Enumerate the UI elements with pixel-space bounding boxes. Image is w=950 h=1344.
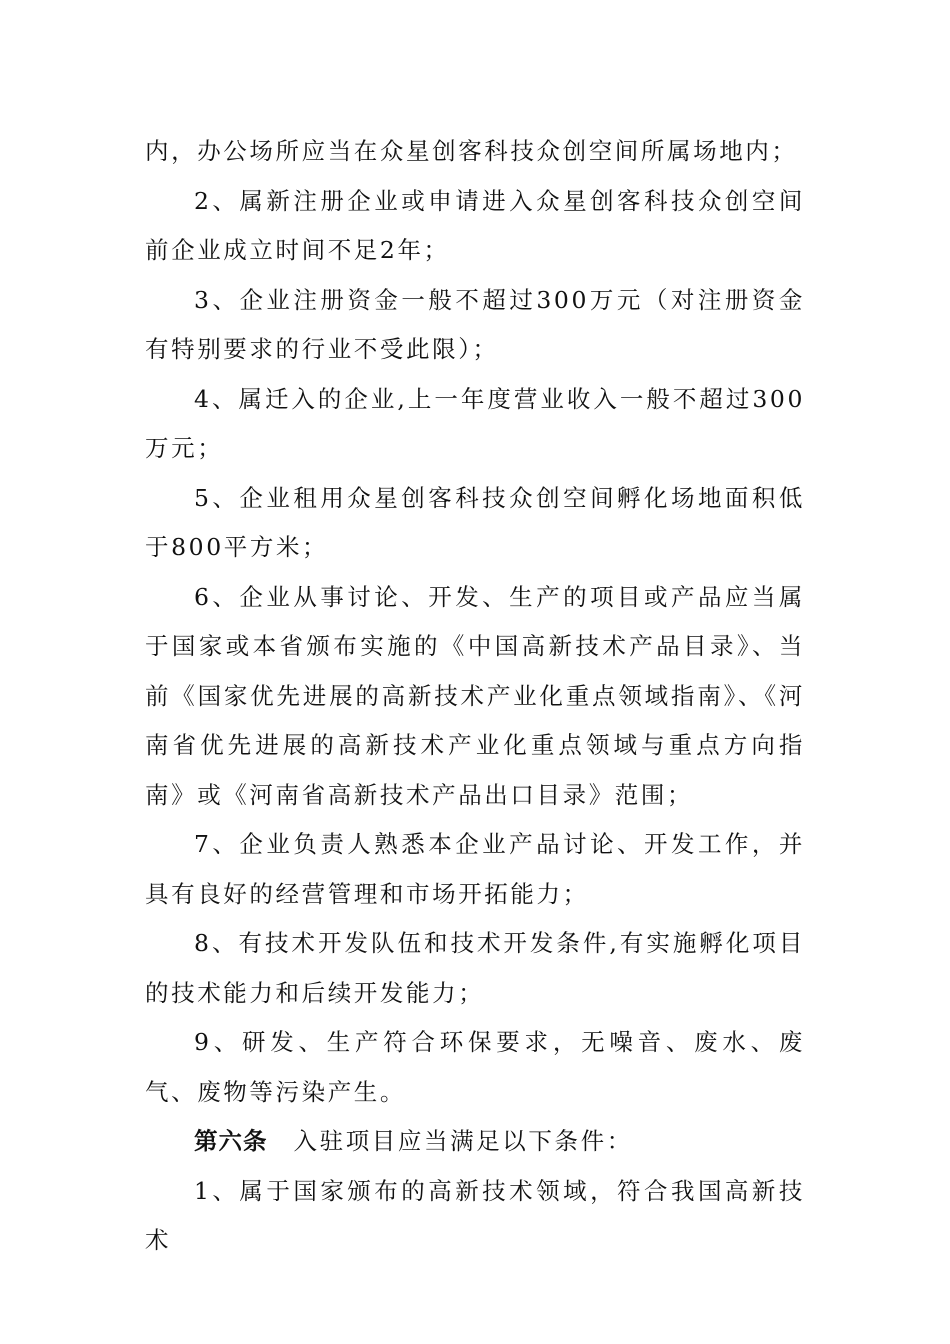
paragraph-continuation: 内，办公场所应当在众星创客科技众创空间所属场地内；: [145, 137, 798, 165]
document-body: [145, 127, 805, 1266]
paragraph-article-item-1: 1、属于国家颁布的高新技术领域，符合我国高新技术: [145, 1176, 805, 1254]
paragraph-item-4: 4、属迁入的企业,上一年度营业收入一般不超过300万元；: [145, 384, 805, 462]
article-label: 第六条: [194, 1127, 268, 1155]
paragraph-item-9: 9、研发、生产符合环保要求，无噪音、废水、废气、废物等污染产生。: [145, 1028, 805, 1106]
paragraph-item-8: 8、有技术开发队伍和技术开发条件,有实施孵化项目的技术能力和后续开发能力；: [145, 929, 805, 1007]
paragraph-item-7: 7、企业负责人熟悉本企业产品讨论、开发工作，并具有良好的经营管理和市场开拓能力；: [145, 830, 805, 908]
article-text: 入驻项目应当满足以下条件：: [293, 1127, 633, 1155]
paragraph-item-5: 5、企业租用众星创客科技众创空间孵化场地面积低于800平方米；: [145, 483, 805, 561]
paragraph-item-3: 3、企业注册资金一般不超过300万元（对注册资金有特别要求的行业不受此限）；: [145, 285, 805, 363]
article-heading: [145, 1117, 805, 1167]
paragraph-item-2: 2、属新注册企业或申请进入众星创客科技众创空间前企业成立时间不足2年；: [145, 186, 805, 264]
paragraph-item-6: 6、企业从事讨论、开发、生产的项目或产品应当属于国家或本省颁布实施的《中国高新技术产品目录》、当前《国家优先进展的高新技术产业化重点领域指南》、《河南省优先进展的高新技术产业化重点领域与重点方向指南》或《河南省高新技术产品出口目录》范围；: [145, 582, 805, 809]
